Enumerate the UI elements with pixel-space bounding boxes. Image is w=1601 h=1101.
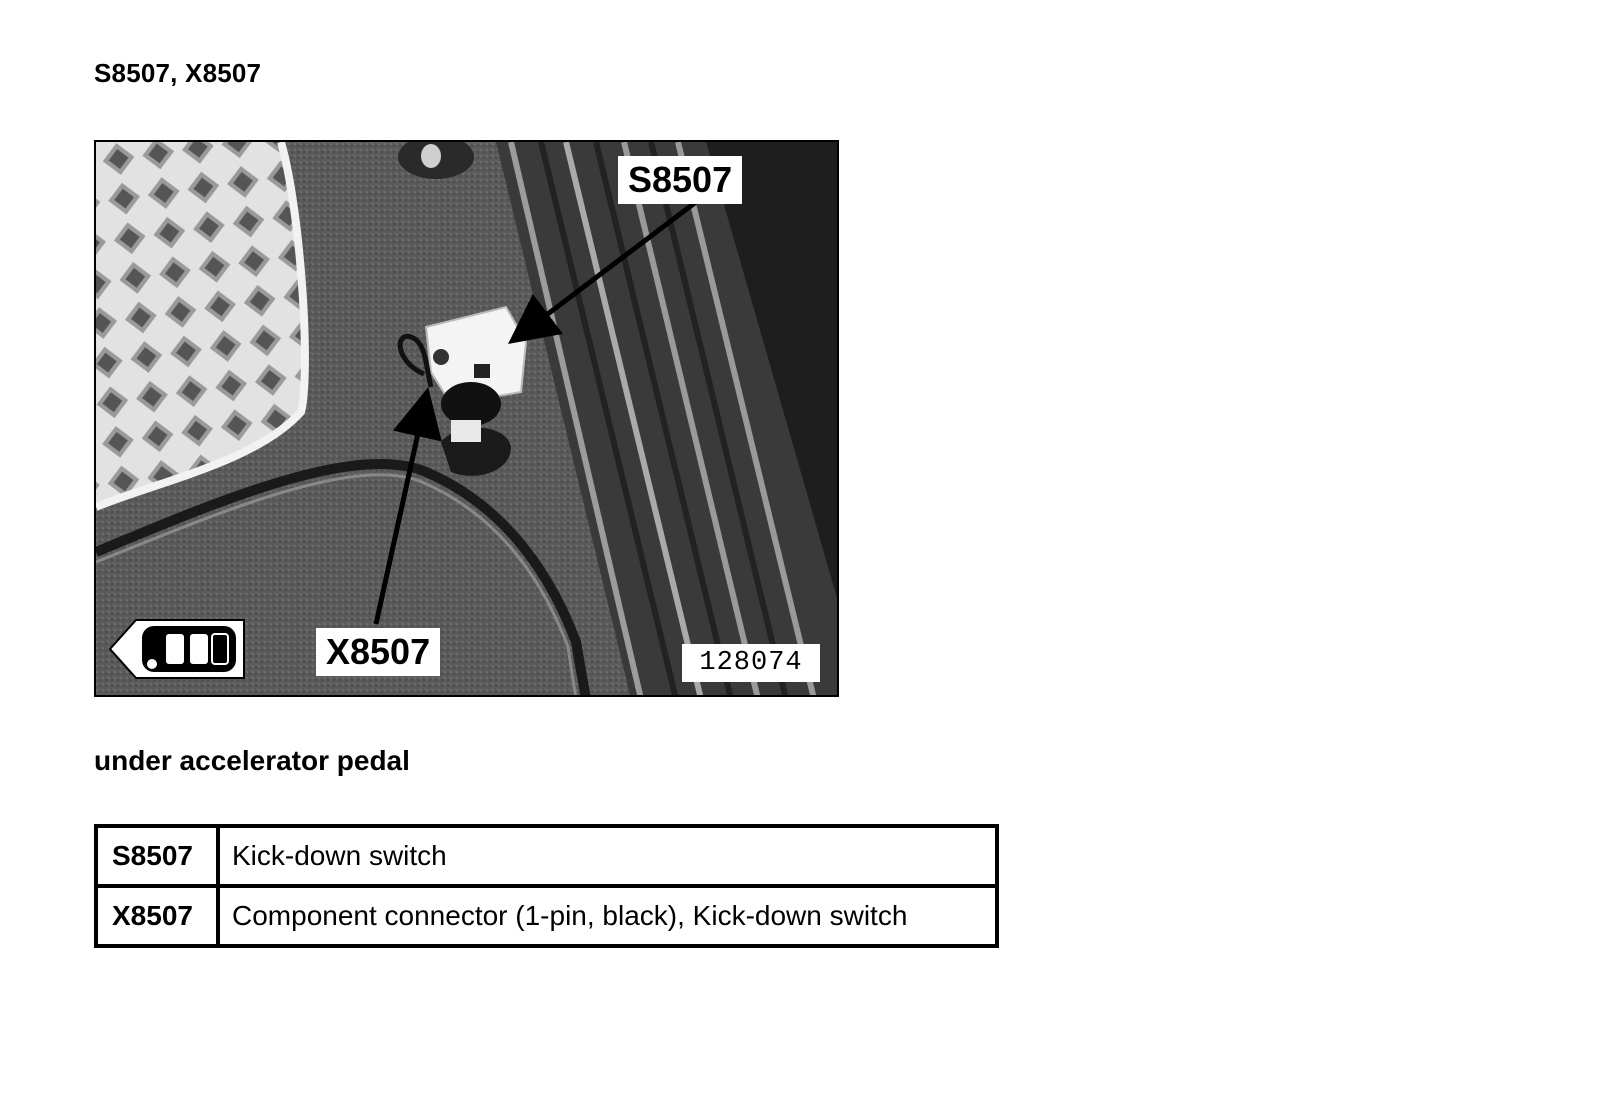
- table-row: [96, 886, 997, 946]
- component-photo: [94, 140, 839, 697]
- component-code: S8507: [96, 826, 218, 886]
- component-code: X8507: [96, 886, 218, 946]
- figure-number: 128074: [682, 644, 820, 682]
- page-title: S8507, X8507: [94, 58, 262, 88]
- location-caption: under accelerator pedal: [94, 745, 410, 776]
- component-description: Component connector (1-pin, black), Kick-down switch: [218, 886, 997, 946]
- photo-illustration: [96, 142, 839, 697]
- callout-s8507: S8507: [618, 156, 742, 204]
- callout-x8507: X8507: [316, 628, 440, 676]
- table-row: [96, 826, 997, 886]
- component-description: Kick-down switch: [218, 826, 997, 886]
- component-legend-table: [94, 824, 999, 948]
